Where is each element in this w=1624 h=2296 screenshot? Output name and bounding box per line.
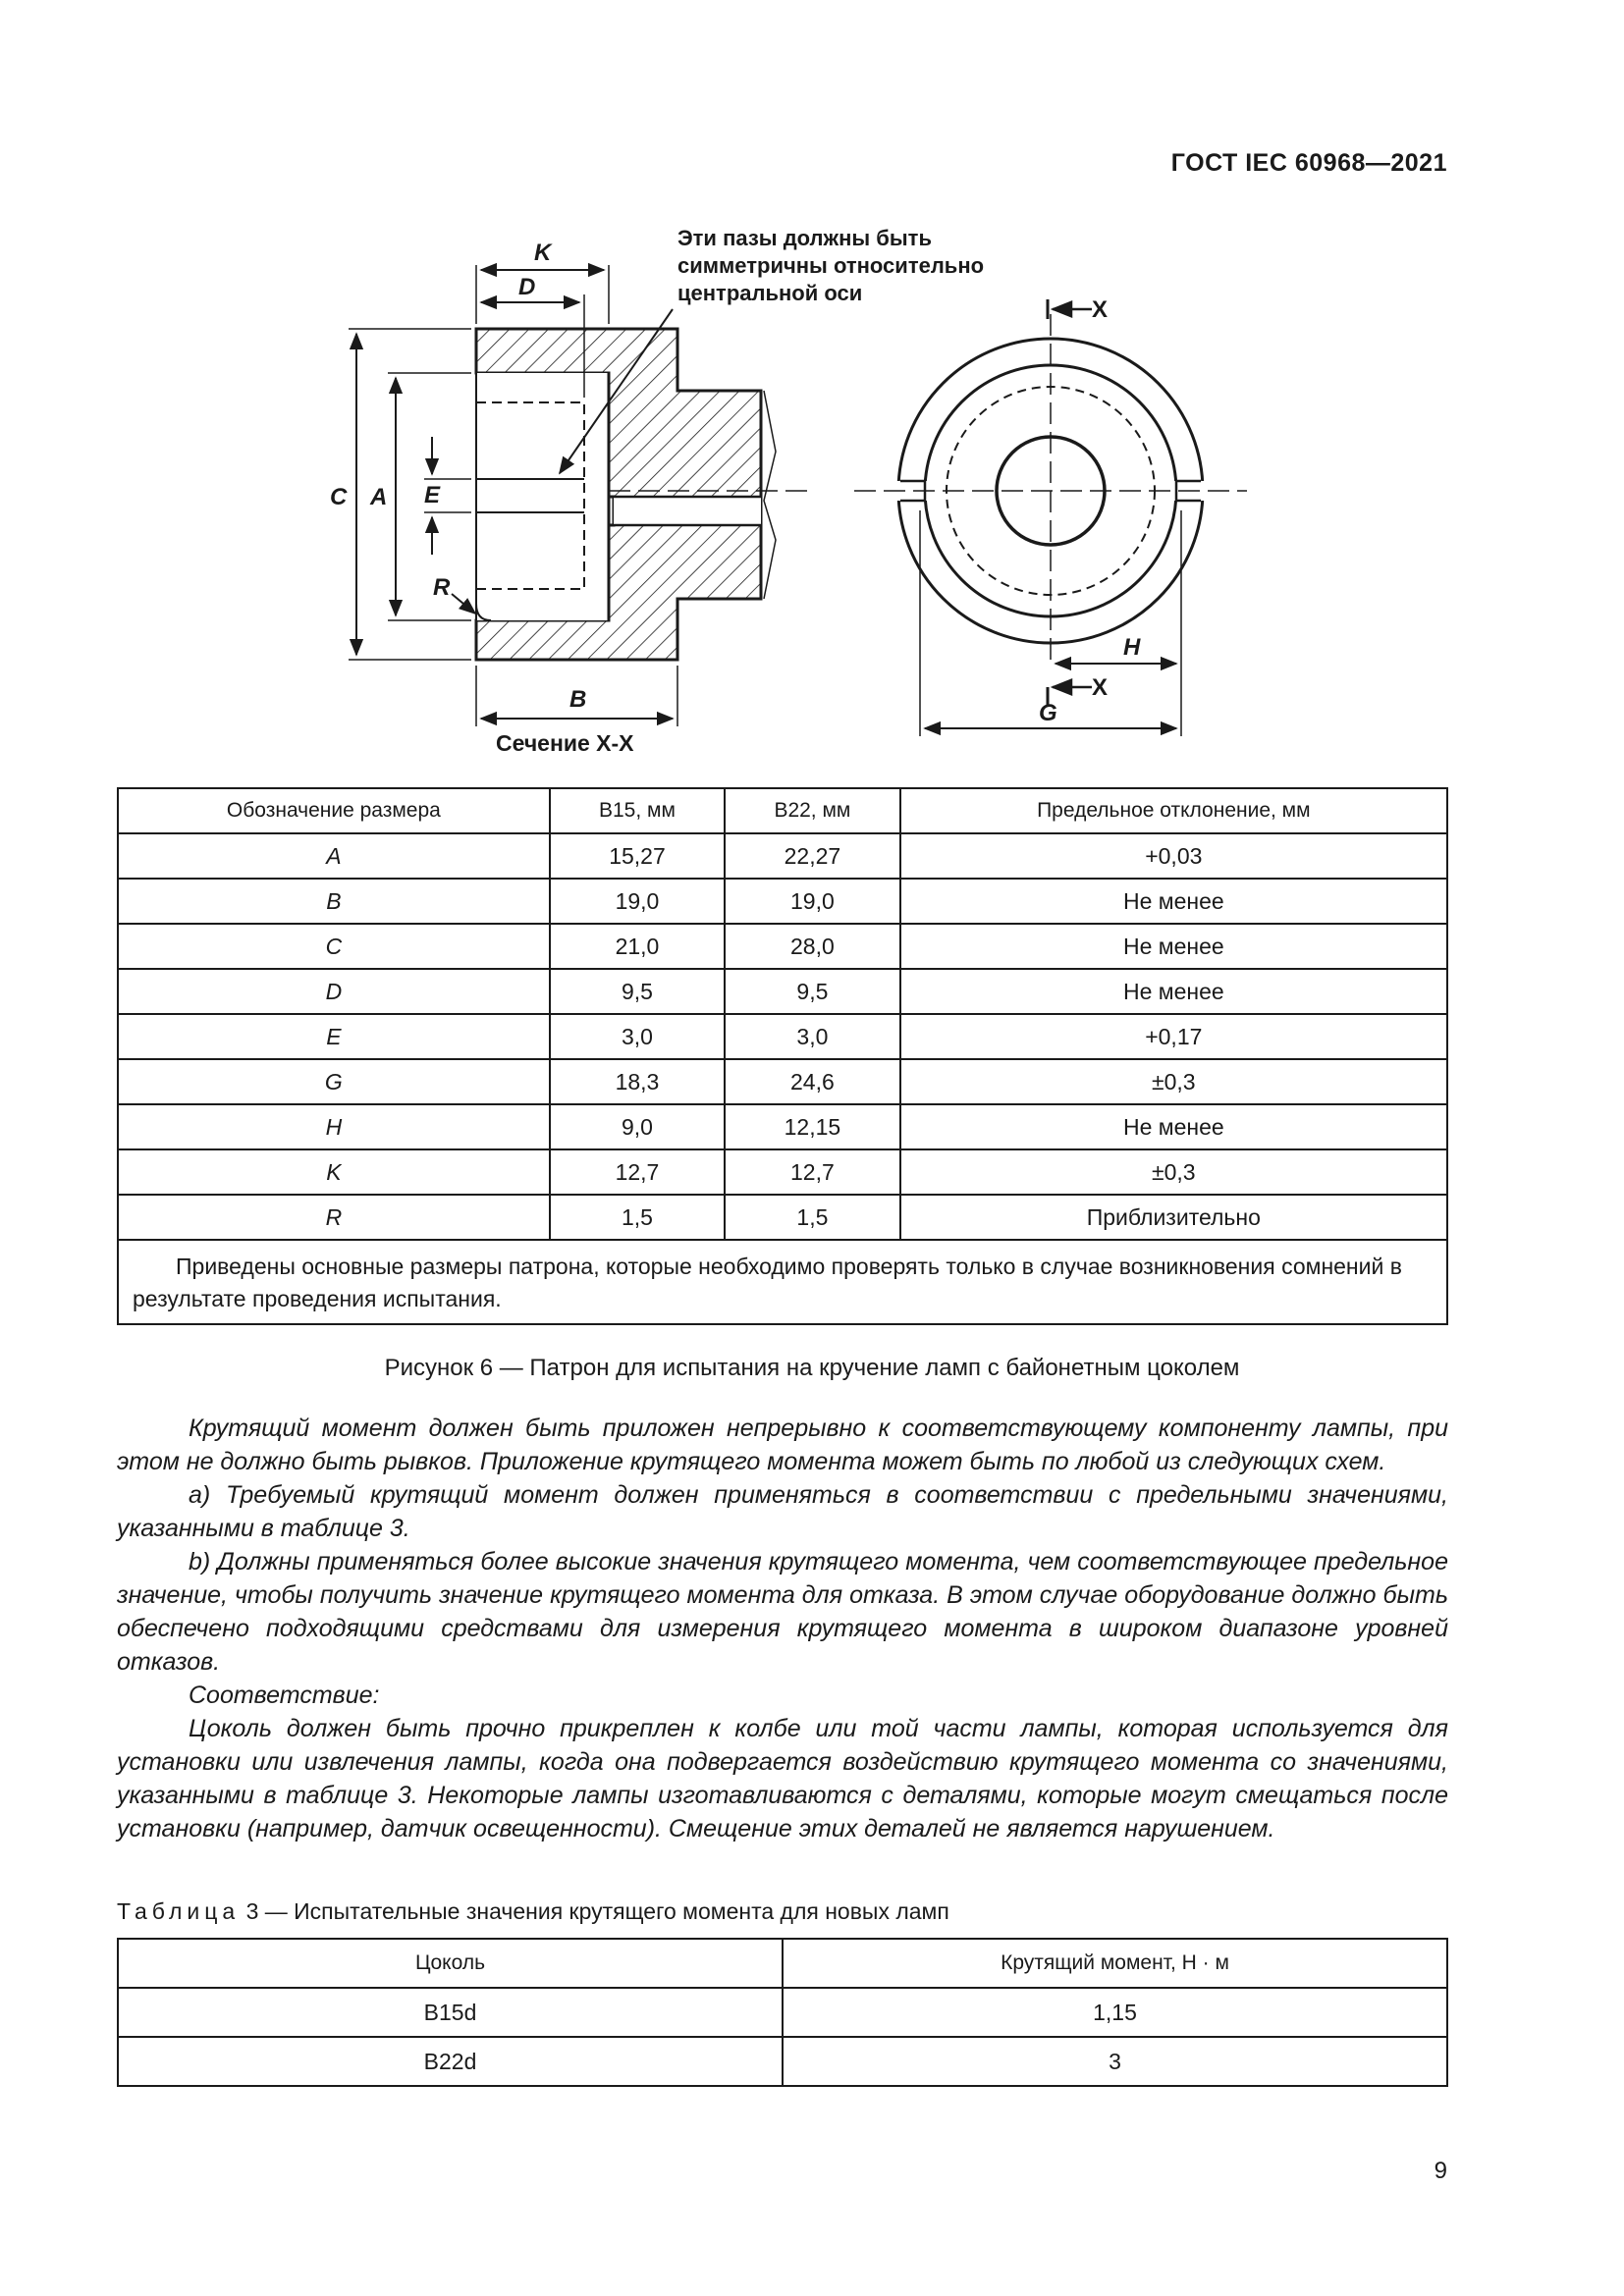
cell-b15: 15,27	[550, 833, 725, 879]
cell-b22: 1,5	[725, 1195, 899, 1240]
cell-tolerance: ±0,3	[900, 1149, 1447, 1195]
page-number: 9	[1434, 2158, 1447, 2184]
dimensions-table	[117, 787, 1448, 1325]
figure-caption: Рисунок 6 — Патрон для испытания на кручение ламп с байонетным цоколем	[384, 1355, 1240, 1381]
cell-torque: 1,15	[783, 1988, 1447, 2037]
table-row	[118, 969, 1447, 1014]
cell-tolerance: Не менее	[900, 879, 1447, 924]
table-3-title	[117, 1898, 949, 1925]
header-torque: Крутящий момент, Н · м	[783, 1939, 1447, 1988]
table-title-word: Таблица	[117, 1898, 241, 1924]
cell-b22: 24,6	[725, 1059, 899, 1104]
table-row	[118, 2037, 1447, 2086]
paragraph: Соответствие:	[189, 1682, 380, 1709]
section-label: Сечение X-X	[496, 730, 634, 756]
cell-b15: 19,0	[550, 879, 725, 924]
header-base: Цоколь	[118, 1939, 783, 1988]
table-title-rest: 3 — Испытательные значения крутящего момента для новых ламп	[245, 1898, 949, 1924]
paragraph: Цоколь должен быть прочно прикреплен к колбе или той части лампы, которая используется для установки или извлечения лампы, когда она подвергается воздействию крутящего момента со значениями, указанными в таблице 3. Некоторые лампы изготавливаются с деталями, которые могут смещаться после установки (например, датчик освещенности). Смещение этих деталей не является нарушением.	[117, 1715, 1448, 1842]
x-mark-top: X	[1092, 296, 1109, 323]
document-header: ГОСТ IEC 60968—2021	[1170, 149, 1447, 177]
front-view	[854, 299, 1247, 736]
cell-designation: B	[118, 879, 550, 924]
cell-designation: G	[118, 1059, 550, 1104]
table-header-row	[118, 788, 1447, 833]
table-row	[118, 924, 1447, 969]
cell-tolerance: +0,03	[900, 833, 1447, 879]
cell-designation: D	[118, 969, 550, 1014]
cell-designation: R	[118, 1195, 550, 1240]
table-row	[118, 1104, 1447, 1149]
figure-note-line-2: симметричны относительно	[677, 253, 985, 278]
cell-torque: 3	[783, 2037, 1447, 2086]
table-row	[118, 1149, 1447, 1195]
cell-b22: 9,5	[725, 969, 899, 1014]
cell-designation: H	[118, 1104, 550, 1149]
table-row	[118, 1988, 1447, 2037]
cell-designation: E	[118, 1014, 550, 1059]
cell-b15: 12,7	[550, 1149, 725, 1195]
table-note: Приведены основные размеры патрона, которые необходимо проверять только в случае возникновения сомнений в результате проведения испытания.	[118, 1240, 1447, 1324]
paragraph: а) Требуемый крутящий момент должен применяться в соответствии с предельными значениями, указанными в таблице 3.	[117, 1481, 1448, 1542]
cell-tolerance: ±0,3	[900, 1059, 1447, 1104]
cell-b15: 3,0	[550, 1014, 725, 1059]
cell-b22: 3,0	[725, 1014, 899, 1059]
cell-designation: K	[118, 1149, 550, 1195]
cell-tolerance: Не менее	[900, 1104, 1447, 1149]
cell-b15: 21,0	[550, 924, 725, 969]
label-R: R	[433, 574, 451, 601]
cell-b15: 1,5	[550, 1195, 725, 1240]
cell-b15: 9,0	[550, 1104, 725, 1149]
header-b15: B15, мм	[550, 788, 725, 833]
paragraph: Крутящий момент должен быть приложен непрерывно к соответствующему компоненту лампы, при этом не должно быть рывков. Приложение крутящего момента может быть по любой из следующих схем.	[117, 1415, 1448, 1475]
table-row	[118, 833, 1447, 879]
cell-b22: 12,15	[725, 1104, 899, 1149]
cell-base: B22d	[118, 2037, 783, 2086]
label-G: G	[1039, 700, 1057, 726]
cell-tolerance: Приблизительно	[900, 1195, 1447, 1240]
header-b22: B22, мм	[725, 788, 899, 833]
cell-designation: C	[118, 924, 550, 969]
label-A: A	[370, 484, 388, 510]
paragraph: b) Должны применяться более высокие значения крутящего момента, чем соответствующее предельное значение, чтобы получить значение крутящего момента для отказа. В этом случае оборудование должно быть обеспечено подходящими средствами для измерения крутящего момента в широком диапазоне уровней отказов.	[117, 1548, 1448, 1676]
body-text	[117, 1412, 1448, 1845]
cell-tolerance: Не менее	[900, 969, 1447, 1014]
cell-tolerance: +0,17	[900, 1014, 1447, 1059]
cell-base: B15d	[118, 1988, 783, 2037]
label-B: B	[569, 686, 587, 713]
table-row	[118, 879, 1447, 924]
x-mark-bottom: X	[1092, 674, 1109, 701]
torque-table	[117, 1938, 1448, 2087]
table-header-row	[118, 1939, 1447, 1988]
label-D: D	[518, 274, 536, 300]
table-note-row	[118, 1240, 1447, 1324]
header-tolerance: Предельное отклонение, мм	[900, 788, 1447, 833]
cell-b15: 18,3	[550, 1059, 725, 1104]
cell-tolerance: Не менее	[900, 924, 1447, 969]
cell-designation: A	[118, 833, 550, 879]
figure-note-line-1: Эти пазы должны быть	[677, 226, 932, 250]
table-row	[118, 1059, 1447, 1104]
cell-b15: 9,5	[550, 969, 725, 1014]
cell-b22: 19,0	[725, 879, 899, 924]
label-E: E	[424, 482, 441, 508]
label-K: K	[534, 240, 552, 266]
header-designation: Обозначение размера	[118, 788, 550, 833]
bayonet-holder-drawing	[0, 216, 1624, 766]
cell-b22: 28,0	[725, 924, 899, 969]
cell-b22: 12,7	[725, 1149, 899, 1195]
label-C: C	[330, 484, 348, 510]
cell-b22: 22,27	[725, 833, 899, 879]
section-view	[349, 265, 815, 726]
label-H: H	[1123, 634, 1141, 661]
table-row	[118, 1195, 1447, 1240]
figure-note-line-3: центральной оси	[677, 281, 863, 305]
table-row	[118, 1014, 1447, 1059]
